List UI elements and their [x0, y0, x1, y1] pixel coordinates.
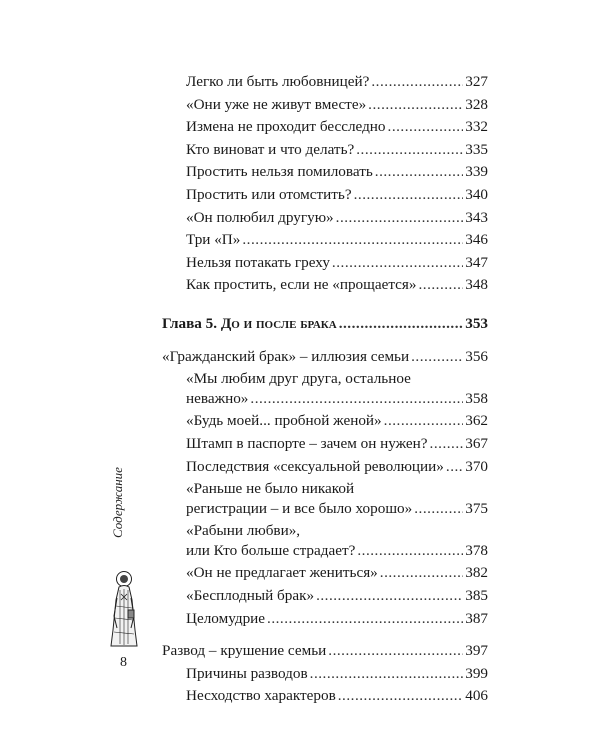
toc-entry-title: Последствия «сексуальной революции»	[186, 457, 444, 475]
toc-entry-page: 327	[465, 73, 488, 90]
dot-leader	[446, 457, 463, 476]
dot-leader	[368, 95, 463, 114]
toc-entry-title: Три «П»	[186, 231, 241, 249]
toc-entry-page: 378	[465, 541, 488, 559]
toc-entry[interactable]	[186, 95, 488, 118]
toc-entry-page: 346	[465, 231, 488, 249]
toc-entry-page: 340	[465, 185, 488, 203]
toc-entry-title: «Он не предлагает жениться»	[186, 564, 378, 582]
dot-leader	[310, 664, 464, 683]
running-head: Содержание	[110, 467, 125, 538]
toc-entry[interactable]	[186, 563, 488, 586]
toc-entry[interactable]	[186, 521, 488, 563]
section-page: 397	[465, 642, 488, 660]
toc-entry-title-line1: «Рабыни любви»,	[186, 522, 301, 540]
dot-leader	[384, 411, 464, 430]
toc-entry-page: 347	[465, 253, 488, 271]
toc-entry[interactable]	[186, 275, 488, 298]
chapter-title: До и после брака	[220, 314, 337, 332]
toc-entry[interactable]	[186, 208, 488, 231]
table-of-contents	[162, 72, 488, 709]
toc-entry-title: Причины разводов	[186, 664, 308, 682]
dot-leader	[371, 72, 463, 91]
toc-entry-title-line2: или Кто больше страдает?	[186, 541, 356, 559]
dot-leader	[411, 347, 463, 366]
toc-entry-page: 382	[465, 564, 488, 582]
toc-entry-title-line2: регистрации – и все было хорошо»	[186, 499, 413, 517]
dot-leader	[430, 434, 464, 453]
dot-leader	[418, 275, 463, 294]
toc-entry[interactable]	[186, 185, 488, 208]
dot-leader	[328, 641, 463, 660]
toc-entry-title: Как простить, если не «прощается»	[186, 276, 417, 294]
toc-entry[interactable]	[186, 253, 488, 276]
toc-entry-page: 343	[465, 208, 488, 226]
toc-entry-title: Кто виноват и что делать?	[186, 140, 355, 158]
toc-entry-page: 358	[465, 389, 488, 407]
dot-leader	[375, 162, 463, 181]
saint-figure-icon	[108, 570, 140, 653]
dot-leader	[316, 586, 463, 605]
dot-leader	[250, 389, 463, 408]
toc-entry[interactable]	[186, 664, 488, 687]
toc-entry[interactable]	[186, 72, 488, 95]
dot-leader	[414, 499, 463, 518]
toc-entry-title: Несходство характеров	[186, 687, 336, 705]
toc-entry-title: Легко ли быть любовницей?	[186, 73, 370, 90]
toc-entry-title: Простить нельзя помиловать	[186, 163, 373, 181]
toc-entry-page: 362	[465, 412, 488, 430]
toc-entry-title: Штамп в паспорте – зачем он нужен?	[186, 434, 428, 452]
toc-group-divorce	[186, 664, 488, 709]
toc-group-civil-marriage	[186, 369, 488, 631]
section-title: «Гражданский брак» – иллюзия семьи	[162, 347, 410, 365]
toc-entry-page: 339	[465, 163, 488, 181]
chapter-prefix: Глава 5.	[162, 314, 218, 332]
page-number: 8	[120, 655, 127, 670]
section-title: Развод – крушение семьи	[162, 642, 327, 660]
toc-entry-page: 387	[465, 609, 488, 627]
dot-leader	[357, 541, 463, 560]
dot-leader	[356, 140, 463, 159]
toc-entry-page: 348	[465, 276, 488, 294]
toc-entry[interactable]	[186, 117, 488, 140]
toc-entry-page: 367	[465, 434, 488, 452]
toc-entry-page: 370	[465, 457, 488, 475]
toc-entry-page: 406	[465, 687, 488, 705]
dot-leader	[339, 314, 464, 333]
toc-entry-title: Измена не проходит бесследно	[186, 118, 386, 136]
toc-entry-title: Простить или отомстить?	[186, 185, 352, 203]
toc-entry-title: Нельзя потакать греху	[186, 253, 330, 271]
toc-entry[interactable]	[186, 686, 488, 709]
toc-entry-title: «Они уже не живут вместе»	[186, 95, 367, 113]
dot-leader	[242, 230, 463, 249]
toc-group-infidelity	[186, 72, 488, 298]
dot-leader	[267, 609, 463, 628]
toc-entry-page: 332	[465, 118, 488, 136]
toc-entry-title: Целомудрие	[186, 609, 266, 627]
toc-chapter-entry[interactable]	[162, 314, 488, 337]
toc-entry-title-line1: «Раньше не было никакой	[186, 480, 355, 498]
toc-entry-page: 375	[465, 499, 488, 517]
section-page: 356	[465, 347, 488, 365]
toc-entry[interactable]	[186, 434, 488, 457]
toc-entry-page: 335	[465, 140, 488, 158]
toc-entry-title: «Он полюбил другую»	[186, 208, 334, 226]
toc-entry[interactable]	[186, 230, 488, 253]
toc-entry[interactable]	[186, 369, 488, 411]
toc-entry-page: 385	[465, 587, 488, 605]
chapter-page: 353	[465, 314, 488, 332]
toc-section-entry[interactable]	[162, 347, 488, 370]
toc-entry[interactable]	[186, 457, 488, 480]
toc-entry-title: «Бесплодный брак»	[186, 587, 315, 605]
toc-entry[interactable]	[186, 162, 488, 185]
toc-entry-title-line2: неважно»	[186, 389, 249, 407]
dot-leader	[388, 117, 464, 136]
toc-entry[interactable]	[186, 479, 488, 521]
dot-leader	[336, 208, 464, 227]
toc-entry[interactable]	[186, 586, 488, 609]
toc-entry-page: 399	[465, 664, 488, 682]
toc-entry-title: «Будь моей... пробной женой»	[186, 412, 382, 430]
toc-entry[interactable]	[186, 609, 488, 632]
toc-entry-title-line1: «Мы любим друг друга, остальное	[186, 370, 411, 388]
toc-entry[interactable]	[186, 140, 488, 163]
dot-leader	[338, 686, 463, 705]
toc-entry-page: 328	[465, 95, 488, 113]
dot-leader	[354, 185, 464, 204]
toc-section-entry[interactable]	[162, 641, 488, 664]
dot-leader	[380, 563, 463, 582]
dot-leader	[332, 253, 463, 272]
toc-entry[interactable]	[186, 411, 488, 434]
